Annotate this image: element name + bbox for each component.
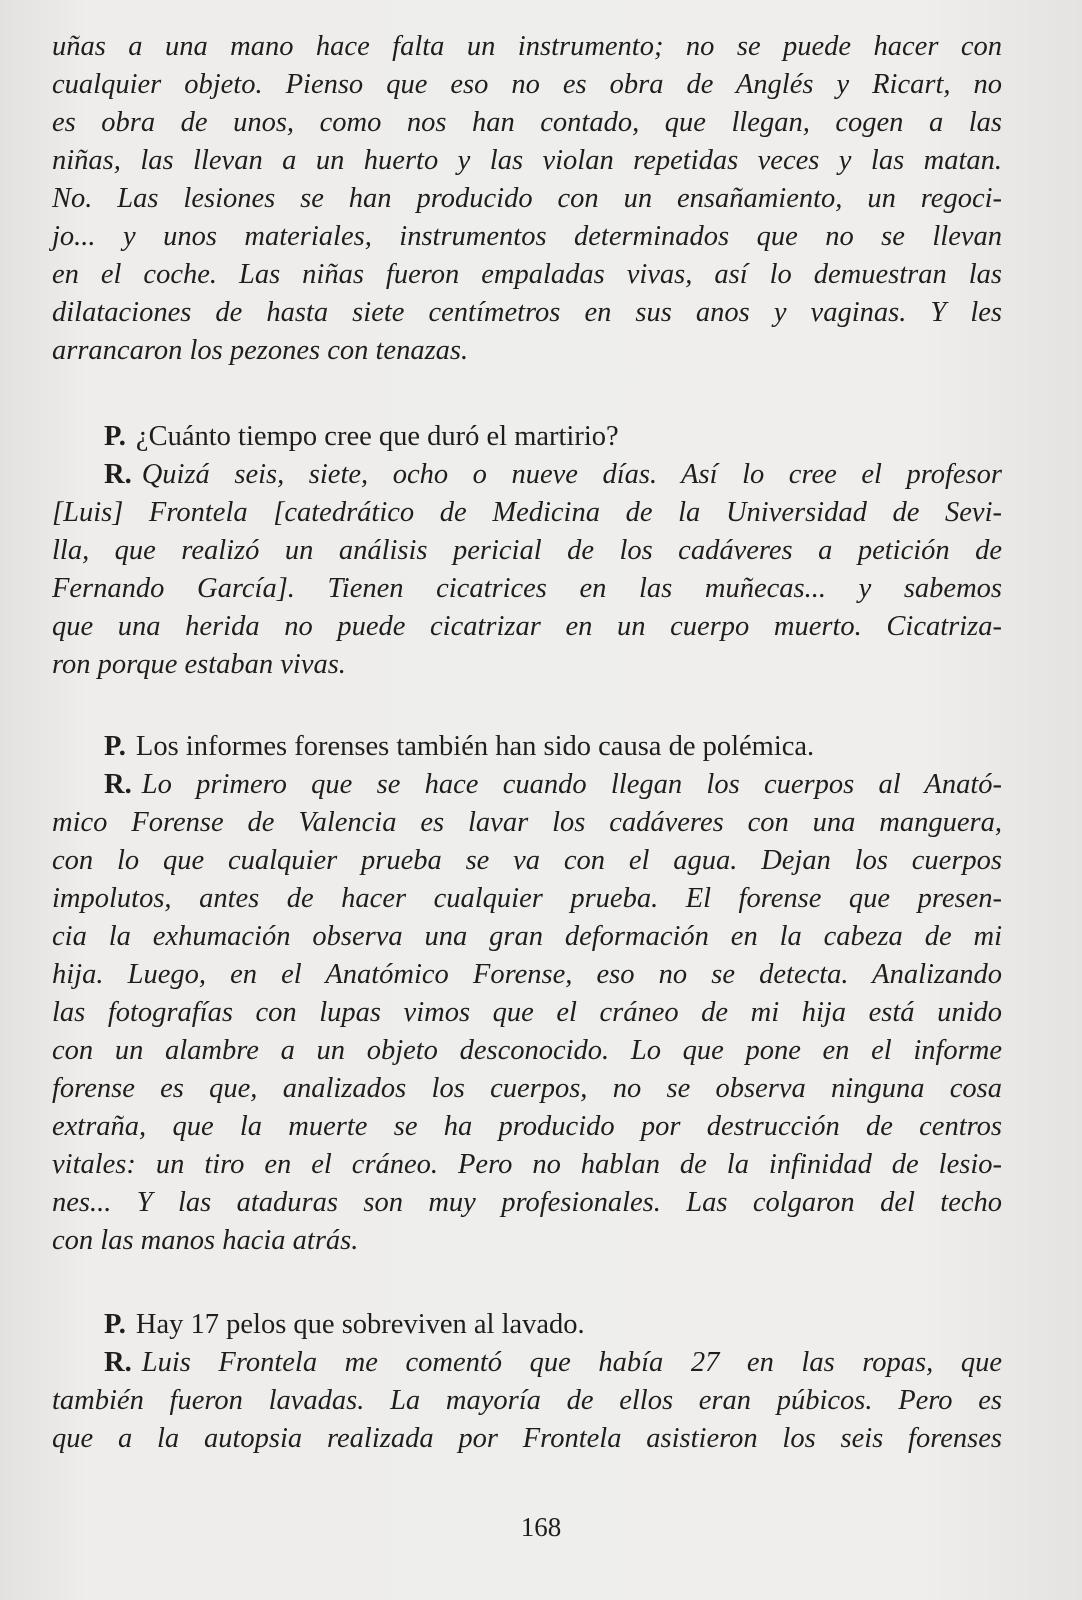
text-line: cualquier objeto. Pienso que eso no es obra de Anglés y Ricart, no	[52, 69, 1002, 100]
answer-body	[52, 1382, 1002, 1458]
answer-text: Quizá seis, siete, ocho o nueve días. Así lo cree el profesor	[141, 459, 1002, 490]
question-line	[52, 1306, 1002, 1344]
text-line: forense es que, analizados los cuerpos, no se observa ninguna cosa	[52, 1073, 1002, 1104]
text-line: No. Las lesiones se han producido con un ensañamiento, un regoci-	[52, 183, 1002, 214]
answer-first-line	[52, 1344, 1002, 1382]
text-line: jo... y unos materiales, instrumentos determinados que no se llevan	[52, 221, 1002, 252]
answer-speaker: R.	[104, 769, 132, 800]
text-line: que una herida no puede cicatrizar en un cuerpo muerto. Cicatriza-	[52, 611, 1002, 642]
text-line: en el coche. Las niñas fueron empaladas vivas, así lo demuestran las	[52, 259, 1002, 290]
text-line: también fueron lavadas. La mayoría de ellos eran púbicos. Pero es	[52, 1385, 1002, 1416]
question-text: Los informes forenses también han sido causa de polémica.	[135, 731, 815, 762]
text-line: niñas, las llevan a un huerto y las violan repetidas veces y las matan.	[52, 145, 1002, 176]
text-line: las fotografías con lupas vimos que el cráneo de mi hija está unido	[52, 997, 1002, 1028]
text-line: con un alambre a un objeto desconocido. Lo que pone en el informe	[52, 1035, 1002, 1066]
text-line: extraña, que la muerte se ha producido por destrucción de centros	[52, 1111, 1002, 1142]
text-line: ron porque estaban vivas.	[52, 649, 346, 680]
text-line: que a la autopsia realizada por Frontela asistieron los seis forenses	[52, 1423, 1002, 1454]
text-line: [Luis] Frontela [catedrático de Medicina de la Universidad de Sevi-	[52, 497, 1002, 528]
qa-block-hairs	[52, 1306, 1002, 1458]
question-line	[52, 728, 1002, 766]
qa-block-forensic-reports	[52, 728, 1002, 1260]
text-line: con lo que cualquier prueba se va con el agua. Dejan los cuerpos	[52, 845, 1002, 876]
answer-first-line	[52, 456, 1002, 494]
text-line: dilataciones de hasta siete centímetros en sus anos y vaginas. Y les	[52, 297, 1002, 328]
answer-speaker: R.	[104, 1347, 132, 1378]
page-number: 168	[520, 1512, 562, 1542]
question-text: Hay 17 pelos que sobreviven al lavado.	[135, 1309, 585, 1340]
answer-speaker: R.	[104, 459, 132, 490]
text-line: vitales: un tiro en el cráneo. Pero no hablan de la infinidad de lesio-	[52, 1149, 1002, 1180]
text-line: hija. Luego, en el Anatómico Forense, eso no se detecta. Analizando	[52, 959, 1002, 990]
text-line: mico Forense de Valencia es lavar los cadáveres con una manguera,	[52, 807, 1002, 838]
text-line: con las manos hacia atrás.	[52, 1225, 359, 1256]
qa-block-duration	[52, 418, 1002, 684]
text-line: lla, que realizó un análisis pericial de los cadáveres a petición de	[52, 535, 1002, 566]
answer-body	[52, 804, 1002, 1260]
question-speaker: P.	[104, 731, 126, 762]
text-line: uñas a una mano hace falta un instrumento; no se puede hacer con	[52, 31, 1002, 62]
question-text: ¿Cuánto tiempo cree que duró el martirio?	[135, 421, 619, 452]
question-speaker: P.	[104, 1309, 126, 1340]
question-speaker: P.	[104, 421, 126, 452]
answer-text: Lo primero que se hace cuando llegan los cuerpos al Anató-	[141, 769, 1002, 800]
opening-paragraph	[52, 28, 1002, 370]
answer-body	[52, 494, 1002, 684]
answer-text: Luis Frontela me comentó que había 27 en las ropas, que	[141, 1347, 1002, 1378]
text-line: nes... Y las ataduras son muy profesionales. Las colgaron del techo	[52, 1187, 1002, 1218]
text-line: arrancaron los pezones con tenazas.	[52, 335, 469, 366]
question-line	[52, 418, 1002, 456]
text-line: es obra de unos, como nos han contado, que llegan, cogen a las	[52, 107, 1002, 138]
answer-first-line	[52, 766, 1002, 804]
text-line: cia la exhumación observa una gran deformación en la cabeza de mi	[52, 921, 1002, 952]
text-line: Fernando García]. Tienen cicatrices en las muñecas... y sabemos	[52, 573, 1002, 604]
text-line: impolutos, antes de hacer cualquier prueba. El forense que presen-	[52, 883, 1002, 914]
